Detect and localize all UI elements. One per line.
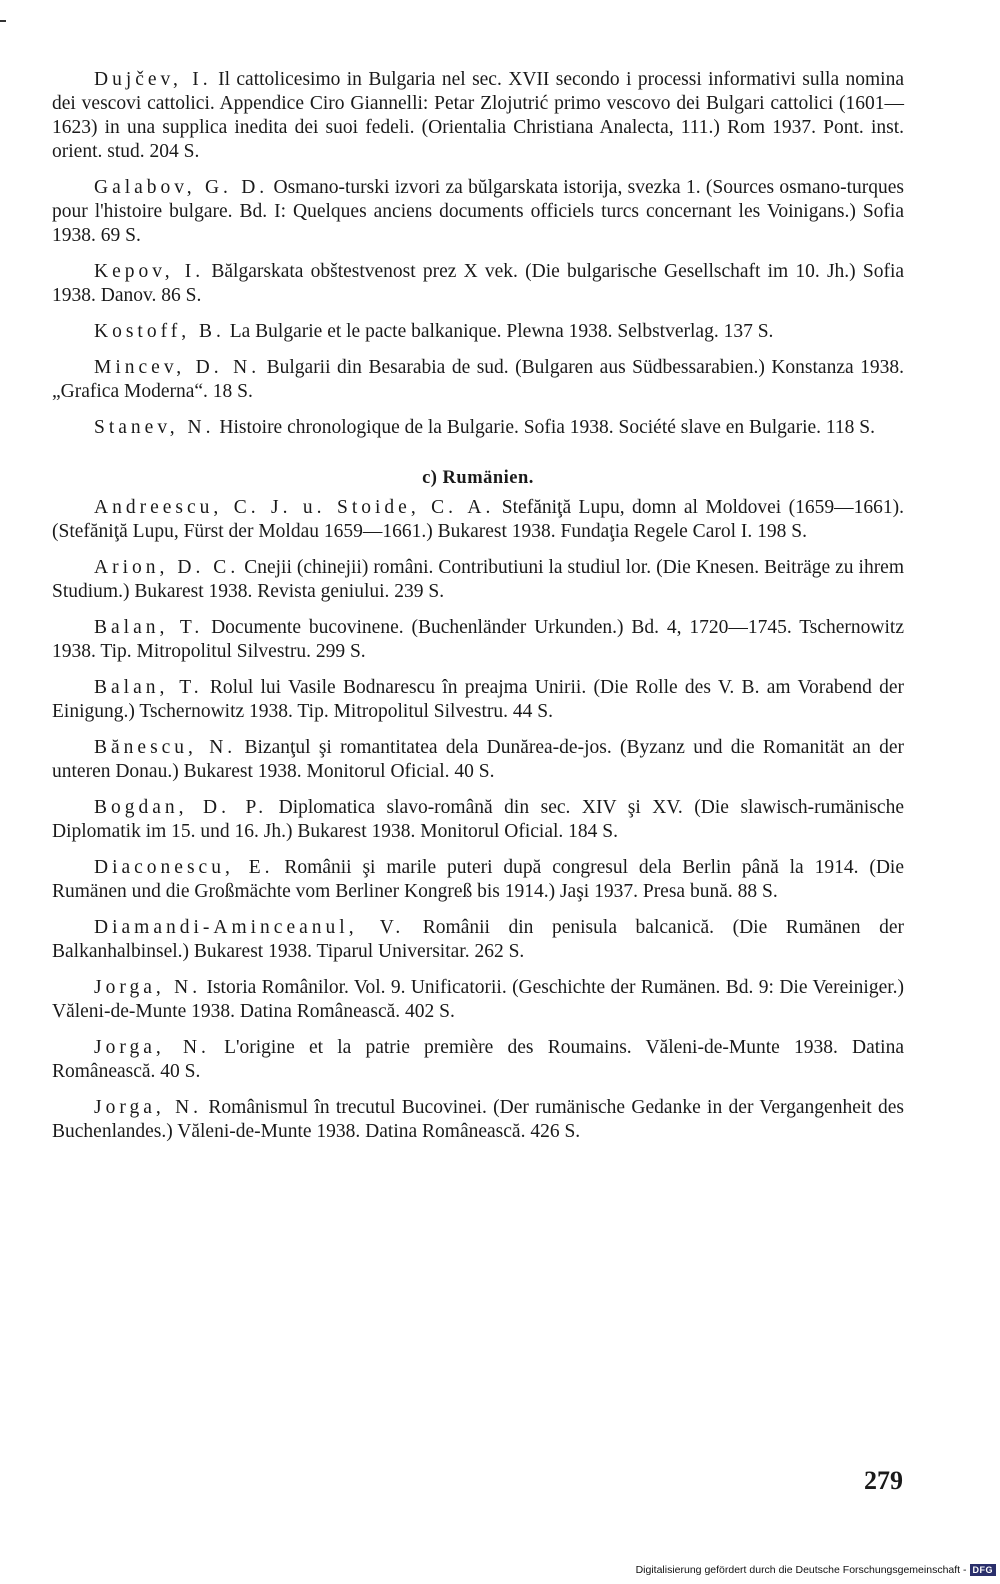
entry-author: Stanev, N. [94,417,215,438]
bib-entry [52,68,904,164]
entry-author: Bănescu, N. [94,737,237,758]
entry-text: Bulgarii din Besarabia de sud. (Bulgaren aus Südbessarabien.) Konstanza 1938. „Grafica Moderna“. 18 S. [52,357,905,402]
bib-entry [52,796,904,844]
entry-text: Bizanţul şi romantitatea dela Dunărea-de-jos. (Byzanz und die Romanität an der unteren Donau.) Bukarest 1938. Monitorul Oficial. 40 S. [52,737,904,782]
entry-text: Românii şi marile puteri după congresul dela Berlin până la 1914. (Die Rumänen und die Großmächte vom Berliner Kongreß bis 1914.) Jaşi 1937. Presa bună. 88 S. [52,857,904,902]
bib-entry [52,916,904,964]
dfg-logo-icon: DFG [970,1564,997,1576]
footer-text: Digitalisierung gefördert durch die Deutsche Forschungsgemeinschaft - [635,1564,967,1576]
entry-author: Andreescu, C. J. u. Stoide, C. A. [94,497,495,518]
bib-entry [52,260,904,308]
entry-text: L'origine et la patrie première des Roumains. Văleni-de-Munte 1938. Datina Românească. 40 S. [52,1037,904,1082]
bib-entry [52,616,904,664]
entry-text: Documente bucovinene. (Buchenländer Urkunden.) Bd. 4, 1720—1745. Tschernowitz 1938. Tip. Mitropolitul Silvestru. 299 S. [52,617,904,662]
bib-entry [52,556,904,604]
entry-text: Bălgarskata obštestvenost prez X vek. (Die bulgarische Gesellschaft im 10. Jh.) Sofia 1938. Danov. 86 S. [52,261,905,306]
entry-text: Românii din penisula balcanică. (Die Rumänen der Balkanhalbinsel.) Bukarest 1938. Tiparul Universitar. 262 S. [52,917,904,962]
entry-author: Diamandi-Aminceanul, V. [94,917,405,938]
bib-entry [52,976,904,1024]
entry-text: Stefăniţă Lupu, domn al Moldovei (1659—1661). (Stefăniţă Lupu, Fürst der Moldau 1659—1661.) Bukarest 1938. Fundaţia Regele Carol I. 198 S. [52,497,905,542]
entry-text: Istoria Românilor. Vol. 9. Unificatorii. (Geschichte der Rumänen. Bd. 9: Die Vereiniger.) Văleni-de-Munte 1938. Datina Românească. 402 S. [52,977,905,1022]
page-number: 279 [864,1466,903,1495]
entry-text: Rolul lui Vasile Bodnarescu în preajma Unirii. (Die Rolle des V. B. am Vorabend der Einigung.) Tschernowitz 1938. Tip. Mitropolitul Silvestru. 44 S. [52,677,904,722]
entry-author: Arion, D. C. [94,557,240,578]
bib-entry [52,676,904,724]
entry-author: Bogdan, D. P. [94,797,268,818]
scan-corner-mark [0,20,6,22]
entry-author: Mincev, D. N. [94,357,261,378]
entry-text: Diplomatica slavo-română din sec. XIV şi XV. (Die slawisch-rumänische Diplomatik im 15. und 16. Jh.) Bukarest 1938. Monitorul Oficial. 184 S. [52,797,904,842]
entries-romania [52,496,904,1144]
bib-entry [52,736,904,784]
entry-author: Galabov, G. D. [94,177,269,198]
section-heading: c) Rumänien. [422,468,534,488]
bibliography-page [52,68,904,1156]
entry-text: La Bulgarie et le pacte balkanique. Plewna 1938. Selbstverlag. 137 S. [229,321,774,342]
digitization-footer [636,1564,996,1576]
bib-entry [52,496,904,544]
entry-author: Balan, T. [94,677,203,698]
entry-author: Jorga, N. [94,1037,210,1058]
entry-text: Histoire chronologique de la Bulgarie. Sofia 1938. Société slave en Bulgarie. 118 S. [219,417,876,438]
entry-author: Diaconescu, E. [94,857,274,878]
entry-author: Kepov, I. [94,261,205,282]
entry-text: Românismul în trecutul Bucovinei. (Der rumänische Gedanke in der Vergangenheit des Buchenlandes.) Văleni-de-Munte 1938. Datina Românească. 426 S. [52,1097,905,1142]
entry-author: Jorga, N. [94,977,202,998]
bib-entry [52,416,904,440]
entry-text: Il cattolicesimo in Bulgaria nel sec. XVII secondo i processi informativi sulla nomina dei vescovi cattolici. Appendice Ciro Giannelli: Petar Zlojutrić primo vescovo dei Bulgari cattolici (1601—1623) in una supplica inedita dei suoi fedeli. (Orientalia Christiana Analecta, 111.) Rom 1937. Pont. inst. orient. stud. 204 S. [52,69,904,162]
entry-author: Dujčev, I. [94,69,212,90]
bib-entry [52,856,904,904]
entry-author: Jorga, N. [94,1097,203,1118]
bib-entry [52,320,904,344]
entry-text: Osmano-turski izvori za bŭlgarskata istorija, svezka 1. (Sources osmano-turques pour l'histoire bulgare. Bd. I: Quelques anciens documents officiels turcs concernant les Voinigans.) Sofia 1938. 69 S. [52,177,904,246]
entries-bulgaria [52,68,904,440]
entry-author: Kostoff, B. [94,321,225,342]
bib-entry [52,356,904,404]
bib-entry [52,1096,904,1144]
entry-text: Cnejii (chinejii) români. Contributiuni la studiul lor. (Die Knesen. Beiträge zu ihrem Studium.) Bukarest 1938. Revista geniului. 239 S. [52,557,905,602]
bib-entry [52,176,904,248]
bib-entry [52,1036,904,1084]
entry-author: Balan, T. [94,617,204,638]
